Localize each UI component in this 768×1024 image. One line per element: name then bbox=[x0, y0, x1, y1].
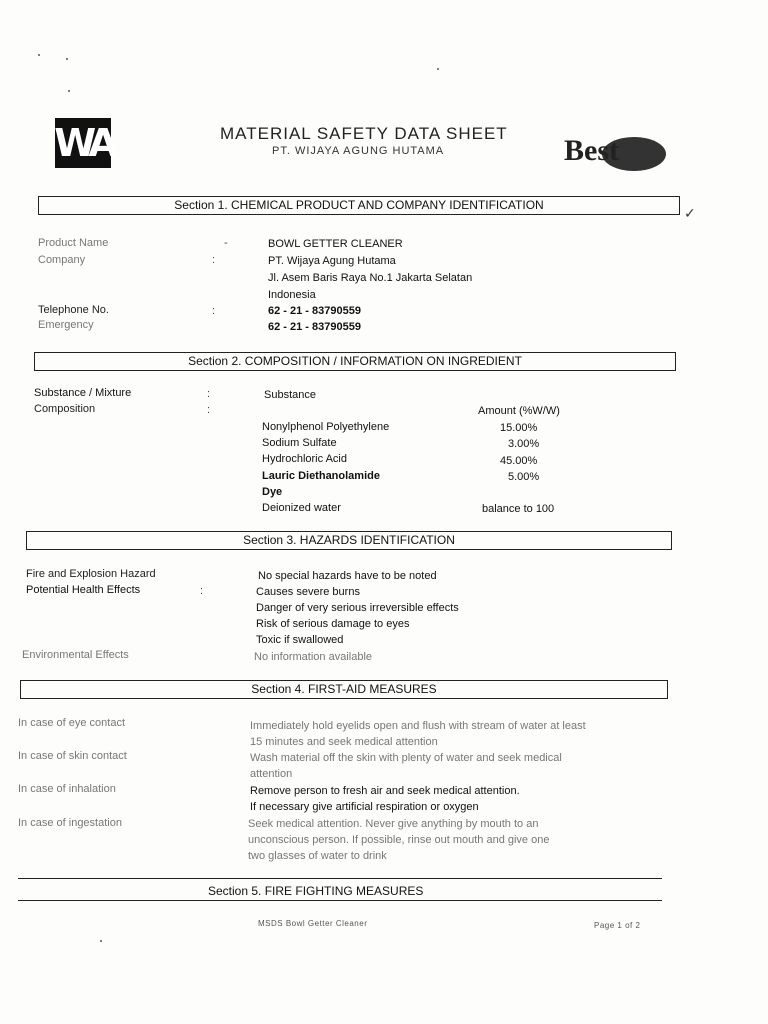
composition-label: Composition bbox=[34, 403, 96, 415]
section-1-title: Section 1. CHEMICAL PRODUCT AND COMPANY IDENTIFICATION bbox=[174, 198, 544, 212]
company-subtitle: PT. WIJAYA AGUNG HUTAMA bbox=[272, 145, 445, 157]
colon: : bbox=[212, 305, 216, 317]
footer-document-name: MSDS Bowl Getter Cleaner bbox=[258, 919, 368, 928]
skin-contact-label: In case of skin contact bbox=[18, 750, 127, 762]
health-effect-item: Toxic if swallowed bbox=[256, 634, 344, 646]
scan-speck bbox=[100, 940, 102, 942]
environmental-effects-label: Environmental Effects bbox=[22, 649, 129, 661]
skin-contact-instructions: Wash material off the skin with plenty of water and seek medical bbox=[250, 752, 562, 764]
scan-speck bbox=[68, 90, 70, 92]
product-name-value: BOWL GETTER CLEANER bbox=[268, 238, 403, 250]
inhalation-label: In case of inhalation bbox=[18, 783, 116, 795]
footer-page-number: Page 1 of 2 bbox=[594, 921, 641, 930]
ingredient-name: Lauric Diethanolamide bbox=[262, 470, 380, 482]
telephone-label: Telephone No. bbox=[38, 304, 109, 316]
ingredient-amount: 3.00% bbox=[508, 438, 540, 450]
product-name-label: Product Name bbox=[38, 237, 109, 249]
scan-speck bbox=[437, 68, 439, 70]
section-4-title: Section 4. FIRST-AID MEASURES bbox=[251, 682, 437, 696]
ingredient-amount: balance to 100 bbox=[482, 503, 555, 515]
health-effect-item: Risk of serious damage to eyes bbox=[256, 618, 410, 630]
ingredient-name: Dye bbox=[262, 486, 283, 498]
scan-speck bbox=[38, 54, 40, 56]
ingestion-label: In case of ingestation bbox=[18, 817, 122, 829]
section-5-bottom-rule bbox=[18, 900, 662, 901]
inhalation-instructions: If necessary give artificial respiration or oxygen bbox=[250, 801, 479, 813]
health-effects-label: Potential Health Effects bbox=[26, 584, 141, 596]
fire-hazard-value: No special hazards have to be noted bbox=[258, 570, 437, 582]
section-5-title: Section 5. FIRE FIGHTING MEASURES bbox=[208, 884, 424, 898]
colon: : bbox=[212, 254, 216, 266]
ingredient-amount: 15.00% bbox=[500, 422, 538, 434]
brand-logo-best bbox=[560, 126, 670, 178]
company-value: PT. Wijaya Agung Hutama bbox=[268, 255, 396, 267]
emergency-label: Emergency bbox=[38, 319, 94, 331]
logo-lettering: WA bbox=[54, 121, 112, 165]
checkmark-icon: ✓ bbox=[684, 205, 696, 221]
ingredient-name: Hydrochloric Acid bbox=[262, 453, 347, 465]
skin-contact-instructions: attention bbox=[250, 768, 293, 780]
colon: - bbox=[224, 237, 228, 249]
health-effect-item: Causes severe burns bbox=[256, 586, 360, 598]
company-logo bbox=[55, 118, 111, 168]
ingredient-amount: 45.00% bbox=[500, 455, 538, 467]
section-3-title: Section 3. HAZARDS IDENTIFICATION bbox=[243, 533, 455, 547]
address-value: Jl. Asem Baris Raya No.1 Jakarta Selatan bbox=[268, 272, 473, 284]
section-3-header bbox=[26, 531, 672, 550]
eye-contact-instructions: Immediately hold eyelids open and flush with stream of water at least bbox=[250, 720, 586, 732]
company-label: Company bbox=[38, 254, 86, 266]
health-effect-item: Danger of very serious irreversible effects bbox=[256, 602, 459, 614]
colon: : bbox=[207, 404, 211, 416]
section-2-title: Section 2. COMPOSITION / INFORMATION ON INGREDIENT bbox=[188, 354, 522, 368]
brand-logo-text: Best bbox=[564, 134, 619, 167]
ingestion-instructions: two glasses of water to drink bbox=[248, 850, 387, 862]
ingredient-amount: 5.00% bbox=[508, 471, 540, 483]
section-4-header bbox=[20, 680, 668, 699]
colon: : bbox=[200, 585, 204, 597]
eye-contact-instructions: 15 minutes and seek medical attention bbox=[250, 736, 438, 748]
document-title: MATERIAL SAFETY DATA SHEET bbox=[220, 124, 508, 143]
ingredient-name: Deionized water bbox=[262, 502, 341, 514]
telephone-value: 62 - 21 - 83790559 bbox=[268, 305, 361, 317]
colon: : bbox=[207, 388, 211, 400]
amount-column-header: Amount (%W/W) bbox=[478, 405, 560, 417]
emergency-value: 62 - 21 - 83790559 bbox=[268, 321, 361, 333]
ingestion-instructions: Seek medical attention. Never give anything by mouth to an bbox=[248, 818, 539, 830]
ingredient-name: Sodium Sulfate bbox=[262, 437, 337, 449]
eye-contact-label: In case of eye contact bbox=[18, 717, 126, 729]
substance-value: Substance bbox=[264, 389, 316, 401]
section-2-header bbox=[34, 352, 676, 371]
scan-speck bbox=[66, 58, 68, 60]
ingestion-instructions: unconscious person. If possible, rinse out mouth and give one bbox=[248, 834, 550, 846]
section-1-header bbox=[38, 196, 680, 215]
substance-label: Substance / Mixture bbox=[34, 387, 132, 399]
country-value: Indonesia bbox=[268, 289, 316, 301]
ingredient-name: Nonylphenol Polyethylene bbox=[262, 421, 390, 433]
fire-hazard-label: Fire and Explosion Hazard bbox=[26, 568, 156, 580]
inhalation-instructions: Remove person to fresh air and seek medical attention. bbox=[250, 785, 520, 797]
section-5-top-rule bbox=[18, 878, 662, 879]
environmental-effects-value: No information available bbox=[254, 651, 373, 663]
